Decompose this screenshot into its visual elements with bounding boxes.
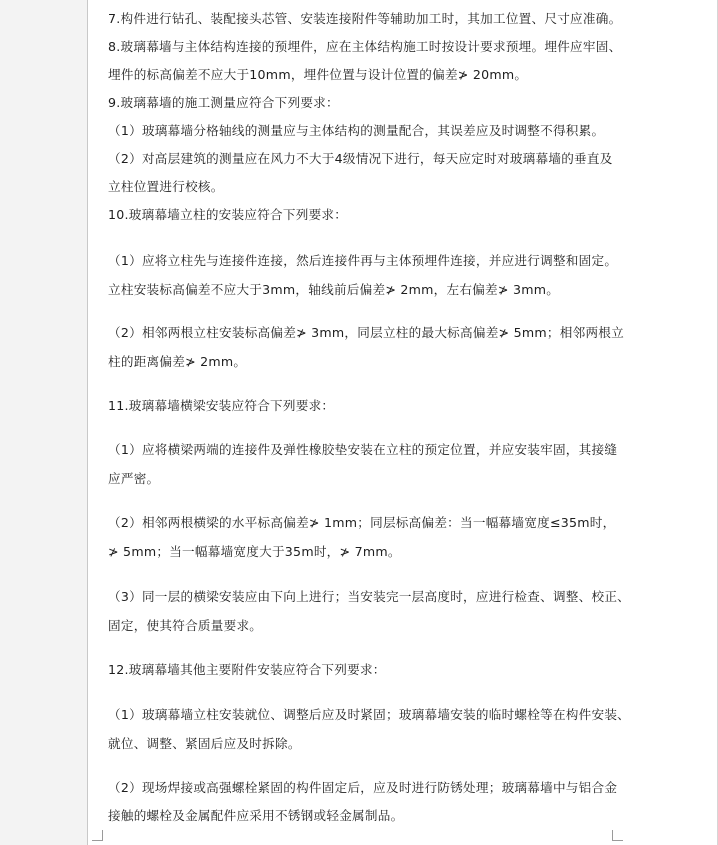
text-line: （1）玻璃幕墙立柱安装就位、调整后应及时紧固；玻璃幕墙安装的临时螺栓等在构件安装、 [108, 707, 631, 722]
text-line: 立柱安装标高偏差不应大于3mm，轴线前后偏差≯ 2mm，左右偏差≯ 3mm。 [108, 282, 560, 297]
page-gutter [0, 0, 87, 845]
text-line: 接触的螺栓及金属配件应采用不锈钢或轻金属制品。 [108, 808, 404, 823]
text-line: 固定，使其符合质量要求。 [108, 618, 263, 633]
text-line: （3）同一层的横梁安装应由下向上进行；当安装完一层高度时，应进行检查、调整、校正、 [108, 589, 631, 604]
text-line: （2）对高层建筑的测量应在风力不大于4级情况下进行，每天应定时对玻璃幕墙的垂直及 [108, 151, 613, 166]
text-line: ≯ 5mm；当一幅幕墙宽度大于35m时，≯ 7mm。 [108, 544, 401, 559]
text-line: 12.玻璃幕墙其他主要附件安装应符合下列要求： [108, 662, 386, 677]
text-line: 9.玻璃幕墙的施工测量应符合下列要求： [108, 95, 339, 110]
text-line: 埋件的标高偏差不应大于10mm，埋件位置与设计位置的偏差≯ 20mm。 [108, 67, 528, 82]
margin-corner-mark [92, 830, 103, 841]
text-line: 11.玻璃幕墙横梁安装应符合下列要求： [108, 398, 335, 413]
text-line: （1）玻璃幕墙分格轴线的测量应与主体结构的测量配合，其误差应及时调整不得积累。 [108, 123, 605, 138]
text-line: （1）应将立柱先与连接件连接，然后连接件再与主体预埋件连接，并应进行调整和固定。 [108, 253, 618, 268]
text-line: （1）应将横梁两端的连接件及弹性橡胶垫安装在立柱的预定位置，并应安装牢固，其接缝 [108, 442, 618, 457]
margin-corner-mark [612, 830, 623, 841]
text-line: 应严密。 [108, 471, 160, 486]
text-line: 10.玻璃幕墙立柱的安装应符合下列要求： [108, 207, 348, 222]
text-line: 就位、调整、紧固后应及时拆除。 [108, 736, 301, 751]
text-line: 柱的距离偏差≯ 2mm。 [108, 354, 247, 369]
text-line: （2）相邻两根横梁的水平标高偏差≯ 1mm；同层标高偏差：当一幅幕墙宽度≤35m时， [108, 515, 616, 530]
text-line: 8.玻璃幕墙与主体结构连接的预埋件，应在主体结构施工时按设计要求预埋。埋件应牢固、 [108, 39, 622, 54]
text-line: （2）现场焊接或高强螺栓紧固的构件固定后，应及时进行防锈处理；玻璃幕墙中与铝合金 [108, 780, 618, 795]
text-line: 7.构件进行钻孔、装配接头芯管、安装连接附件等辅助加工时，其加工位置、尺寸应准确。 [108, 11, 622, 26]
text-line: （2）相邻两根立柱安装标高偏差≯ 3mm，同层立柱的最大标高偏差≯ 5mm；相邻两根立 [108, 325, 624, 340]
text-line: 立柱位置进行校核。 [108, 179, 224, 194]
